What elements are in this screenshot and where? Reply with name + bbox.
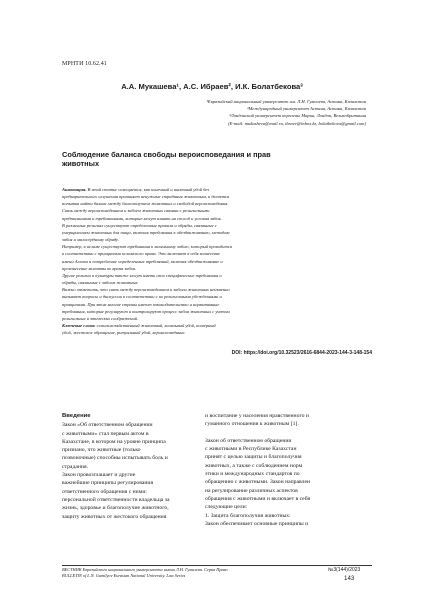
abstract-line: В различных религиях существуют определенные правила и обряды, связанные с <box>62 222 217 228</box>
body-line: 1. Защита благополучия животных: <box>205 512 291 519</box>
abstract-block <box>62 186 370 336</box>
body-line: на регулирование различных аспектов <box>205 487 298 494</box>
abstract-line: Другие религии и культуры также могут иметь свои специфические требования и <box>62 272 222 278</box>
abstract-line: забоя и милосердному обряду. <box>62 237 119 243</box>
abstract-line: вызывает вопросы и дискуссии в соответствии с их религиозными убеждениями и <box>62 294 222 300</box>
abstract-line: умерщвлением животных для пищи, включая требования к обездвиживанию, методам <box>62 229 230 235</box>
journal-name-ru: ВЕСТНИК Евразийского национального университета имени Л.Н. Гумилева. Серия Право <box>62 567 228 572</box>
affiliations-block <box>96 98 366 127</box>
abstract-line: попытка найти баланс между благополучием животных и свободой вероисповедания. <box>62 201 229 207</box>
abstract-line: религиозных и этических соображений. <box>62 315 139 321</box>
abstract-line: в соответствии с принципами исламского права. Это включает в себя вознесение <box>62 251 221 257</box>
affiliation-line: ²Международный университет Астана, Астана, Казахстан <box>247 106 366 112</box>
title-line: Соблюдение баланса свободы вероисповедания и прав <box>62 150 271 159</box>
mrnti-code: МРНТИ 10.62.41 <box>62 61 107 67</box>
abstract-line: предписаниями и требованиями, которые могут влиять на способ и условия забоя. <box>62 215 222 221</box>
abstract-first-line: Аннотация. В этой статье освещается, как конечный и шахтный убой без <box>62 187 210 192</box>
body-line: важнейшие принципы регулирования <box>62 480 154 487</box>
keywords-line: Ключевые слова: сельскохозяйственный животный, халяльный убой, кошерный <box>62 322 216 328</box>
body-line: Закон «Об ответственном обращении <box>62 422 153 429</box>
abstract-line: принципами. При этом многие страны имеют законодательство и нормативные <box>62 301 220 307</box>
body-line: с животными в Республике Казахстан <box>205 446 297 453</box>
abstract-line: предварительного оглушения причиняет ненужные страдания животным, и делается <box>62 194 230 200</box>
body-line: этики и международных стандартов по <box>205 471 300 478</box>
body-line <box>205 429 372 437</box>
abstract-line: Например, в исламе существуют требования к халяльному забою, который проводится <box>62 244 232 250</box>
affiliation-emails: (E-mail: mukasheva@mail.ru, ibraev@inbox.kz, bolatbekova@gmail.com) <box>228 120 366 126</box>
body-line: признано, что животные (только <box>62 447 141 454</box>
body-line: позвоночные) способны испытывать боль и <box>62 455 168 462</box>
abstract-line: произнесение молитвы во время забоя. <box>62 265 137 271</box>
issue-number: №3(144)/2023 <box>328 567 361 573</box>
affiliation-line: ¹Евразийский национальный университет им. Л.Н. Гумилева, Астана, Казахстан <box>206 99 366 104</box>
abstract-line: Связь между вероисповеданием и забоем животных связана с религиозными <box>62 208 210 214</box>
body-line: Закон об ответственном обращении <box>205 437 292 444</box>
abstract-line: Важно отметить, что связь между вероисповеданием и забоем животных неизменно <box>62 287 230 293</box>
journal-name-en: BULLETIN of L.N. Gumilyov Eurasian National University. Law Series <box>62 573 186 578</box>
authors-line: А.А. Мукашева¹, А.С. Ибраев², И.К. Болатбекова³ <box>121 82 303 91</box>
abstract-line: требования, которые регулируют и контролируют процесс забоя животных с учетом <box>62 308 230 314</box>
keywords-line: убой, жестокое обращение, ритуальный убой, вероисповедание. <box>62 330 186 336</box>
body-column-right <box>205 412 372 528</box>
body-line: обращению с животными. Закон направлен <box>205 479 311 486</box>
body-line: гуманного отношения к животным [1]. <box>205 421 299 428</box>
section-heading: Введение <box>62 413 91 419</box>
title-line: животных <box>62 159 100 168</box>
body-line: ответственного обращения с ними: <box>62 488 147 495</box>
body-line: Казахстане, в котором на уровне принципа <box>62 438 166 445</box>
body-line: животных, а также с соблюдением норм <box>205 462 303 469</box>
abstract-line: имени Аллаха и потребление определенных требований, включая обездвиживание и <box>62 258 223 264</box>
footer-divider <box>62 565 372 566</box>
affiliation-line: ³Лондонский университет королевы Марии, Лондон, Великобритания <box>229 113 366 119</box>
body-line: обращения с животными и включает в себя <box>205 495 311 502</box>
journal-footer <box>62 567 262 579</box>
body-line: жизнь, здоровье и благополучие животного, <box>62 505 169 512</box>
body-line: с животными» стал первым актом в <box>62 430 149 437</box>
body-line: персональной ответственности владельца за <box>62 496 170 503</box>
body-line: и воспитание у населения нравственного и <box>205 413 309 419</box>
abstract-label: Аннотация. <box>62 187 87 192</box>
page-number: 143 <box>344 575 355 582</box>
body-column-left <box>62 412 202 521</box>
body-line: защиту животных от жестокого обращения <box>62 513 167 520</box>
keywords-label: Ключевые слова: <box>62 322 96 328</box>
body-line: Закон обеспечивает основные принципы и <box>205 520 309 527</box>
body-line: Закон провозглашает и другие <box>62 472 136 479</box>
body-line: следующие цели: <box>205 504 248 511</box>
doi-link[interactable]: DOI: https://doi.org/10.32523/2616-6844-2023-144-3-148-154 <box>231 350 372 356</box>
article-title <box>62 150 362 168</box>
abstract-line: обряды, связанные с забоем животных. <box>62 280 139 286</box>
body-line: страдания. <box>62 463 88 470</box>
body-line: принят с целью защиты и благополучия <box>205 454 302 461</box>
